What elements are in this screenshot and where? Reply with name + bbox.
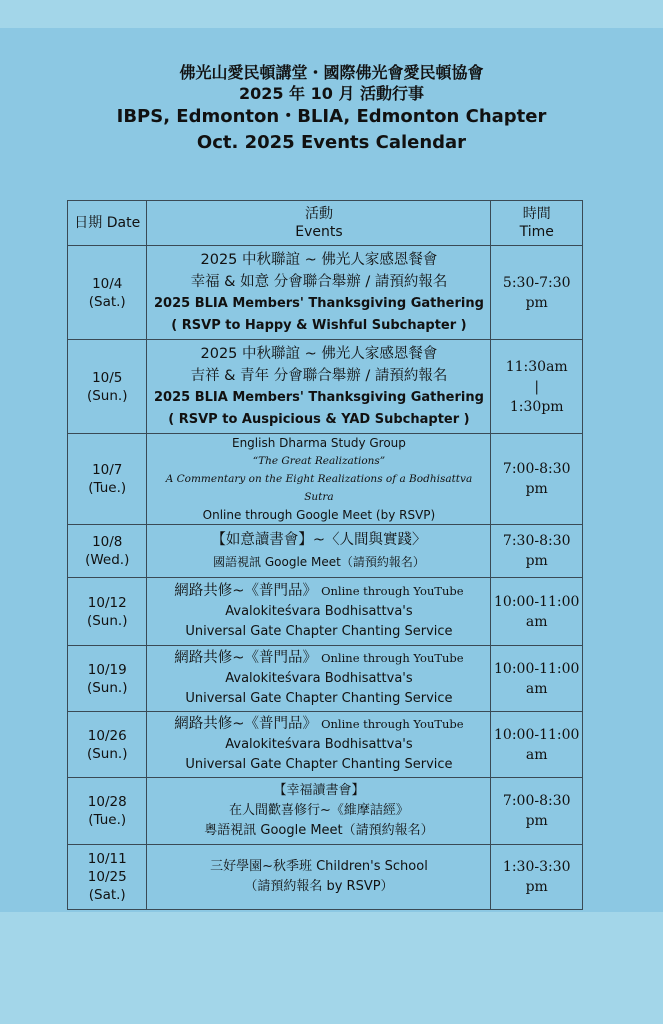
event-line: 網路共修~《普門品》 (174, 583, 317, 599)
event-line: “The Great Realizations” (252, 455, 386, 467)
event-time: am (525, 680, 548, 697)
event-description (147, 646, 491, 712)
header-events-en: Events (295, 224, 343, 240)
event-line: Avalokiteśvara Bodhisattva's (225, 604, 413, 619)
event-date: 10/19 (87, 661, 127, 678)
title-english-calendar: Oct. 2025 Events Calendar (196, 132, 467, 153)
event-line: Universal Gate Chapter Chanting Service (185, 691, 453, 706)
header-events (147, 201, 491, 246)
event-description (147, 434, 491, 525)
event-description (147, 340, 491, 434)
event-date-cell (68, 646, 147, 712)
event-date: 10/5 (92, 369, 123, 386)
event-line: 2025 BLIA Members' Thanksgiving Gathering (154, 295, 484, 311)
event-line: Universal Gate Chapter Chanting Service (185, 757, 453, 772)
event-date: 10/7 (92, 462, 123, 478)
header-time-zh: 時間 (522, 206, 551, 222)
event-description (147, 525, 491, 578)
event-day: (Sat.) (88, 293, 126, 310)
event-line: 【如意讀書會】~〈人間與實踐〉 (211, 532, 427, 548)
event-time-cell (491, 646, 583, 712)
event-description (147, 578, 491, 646)
event-time: pm (525, 553, 548, 569)
event-line: English Dharma Study Group (231, 436, 406, 450)
event-date-cell (68, 778, 147, 845)
event-line: Online through YouTube (321, 651, 464, 665)
table-row (68, 246, 583, 340)
event-day: (Sat.) (88, 887, 126, 903)
event-line: 網路共修~《普門品》 (174, 650, 317, 666)
event-time-cell (491, 246, 583, 340)
event-time-cell (491, 712, 583, 778)
title-month-chinese: 2025 年 10 月 活動行事 (238, 84, 425, 103)
event-time: 7:00-8:30 (502, 461, 571, 477)
event-description (147, 246, 491, 340)
header-time-en: Time (519, 224, 554, 240)
event-time-cell (491, 578, 583, 646)
events-calendar-table (67, 200, 583, 910)
event-line: Avalokiteśvara Bodhisattva's (225, 737, 413, 752)
event-time-cell (491, 340, 583, 434)
event-time: pm (525, 813, 548, 829)
event-time: pm (525, 294, 548, 311)
event-date-cell (68, 578, 147, 646)
event-date: 10/8 (92, 534, 123, 550)
event-line: 三好學園~秋季班 Children's School (210, 859, 428, 874)
event-line: ( RSVP to Auspicious & YAD Subchapter ) (168, 411, 470, 427)
event-date: 10/11 (87, 851, 127, 867)
event-line: 【幸福讀書會】 (273, 783, 365, 798)
event-time: 10:00-11:00 (494, 726, 580, 743)
event-line: 2025 BLIA Members' Thanksgiving Gathering (154, 389, 484, 405)
event-line: 2025 中秋聯誼 ~ 佛光人家感恩餐會 (200, 345, 438, 362)
table-row (68, 578, 583, 646)
event-day: (Sun.) (86, 745, 128, 762)
event-line: 國語視訊 Google Meet（請預約報名） (213, 555, 425, 569)
event-description (147, 712, 491, 778)
event-date-cell (68, 246, 147, 340)
event-time-cell (491, 434, 583, 525)
header-events-zh: 活動 (304, 206, 333, 222)
event-description (147, 778, 491, 845)
event-time: 1:30-3:30 (502, 859, 571, 875)
event-date: 10/4 (92, 275, 123, 292)
table-row (68, 778, 583, 845)
event-date-cell (68, 845, 147, 910)
event-day: (Sun.) (86, 679, 128, 696)
table-row (68, 845, 583, 910)
event-time: 11:30am (505, 358, 568, 375)
title-english-org: IBPS, Edmonton・BLIA, Edmonton Chapter (116, 106, 547, 127)
event-line: A Commentary on the Eight Realizations of a Bodhisattva Sutra (165, 473, 473, 503)
event-time: pm (525, 481, 548, 497)
table-row (68, 340, 583, 434)
table-row (68, 646, 583, 712)
event-line: （請預約報名 by RSVP） (244, 879, 394, 894)
event-time-cell (491, 525, 583, 578)
event-line: 在人間歡喜修行~《維摩詰經》 (229, 803, 409, 818)
event-line: 2025 中秋聯誼 ~ 佛光人家感恩餐會 (200, 251, 438, 268)
event-day: (Tue.) (88, 812, 127, 828)
table-header-row (68, 201, 583, 246)
event-line: Online through YouTube (321, 584, 464, 598)
event-date: 10/12 (87, 594, 127, 611)
event-line: 粵語視訊 Google Meet（請預約報名） (204, 823, 434, 838)
table-row (68, 525, 583, 578)
table-row (68, 434, 583, 525)
event-date-cell (68, 434, 147, 525)
event-time: am (525, 613, 548, 630)
event-time: am (525, 746, 548, 763)
event-time: 10:00-11:00 (494, 660, 580, 677)
event-line: Universal Gate Chapter Chanting Service (185, 624, 453, 639)
event-line: Online through YouTube (321, 717, 464, 731)
event-line: ( RSVP to Happy & Wishful Subchapter ) (171, 317, 467, 333)
event-time-cell (491, 845, 583, 910)
event-time: 7:00-8:30 (502, 793, 571, 809)
event-time: | (534, 378, 540, 395)
event-time-cell (491, 778, 583, 845)
event-day: (Wed.) (85, 552, 130, 568)
event-line: Avalokiteśvara Bodhisattva's (225, 671, 413, 686)
event-line: 吉祥 & 青年 分會聯合舉辦 / 請預約報名 (190, 367, 448, 384)
event-time: 5:30-7:30 (502, 274, 571, 291)
event-date-cell (68, 525, 147, 578)
event-time: 7:30-8:30 (502, 533, 571, 549)
event-date-cell (68, 712, 147, 778)
event-description (147, 845, 491, 910)
event-time: 1:30pm (509, 398, 564, 415)
event-day: (Tue.) (88, 480, 127, 496)
header-date: 日期 Date (68, 201, 147, 246)
event-line: Online through Google Meet (by RSVP) (202, 508, 436, 522)
event-date: 10/26 (87, 727, 127, 744)
document-header (0, 62, 663, 156)
table-row (68, 712, 583, 778)
event-day: (Sun.) (86, 612, 128, 629)
header-time (491, 201, 583, 246)
event-time: pm (525, 879, 548, 895)
event-line: 網路共修~《普門品》 (174, 716, 317, 732)
event-date: 10/28 (87, 794, 127, 810)
event-day: (Sun.) (86, 387, 128, 404)
event-time: 10:00-11:00 (494, 593, 580, 610)
event-date: 10/25 (87, 869, 127, 885)
title-chinese: 佛光山愛民頓講堂・國際佛光會愛民頓協會 (179, 63, 484, 82)
event-date-cell (68, 340, 147, 434)
event-line: 幸福 & 如意 分會聯合舉辦 / 請預約報名 (190, 273, 448, 290)
